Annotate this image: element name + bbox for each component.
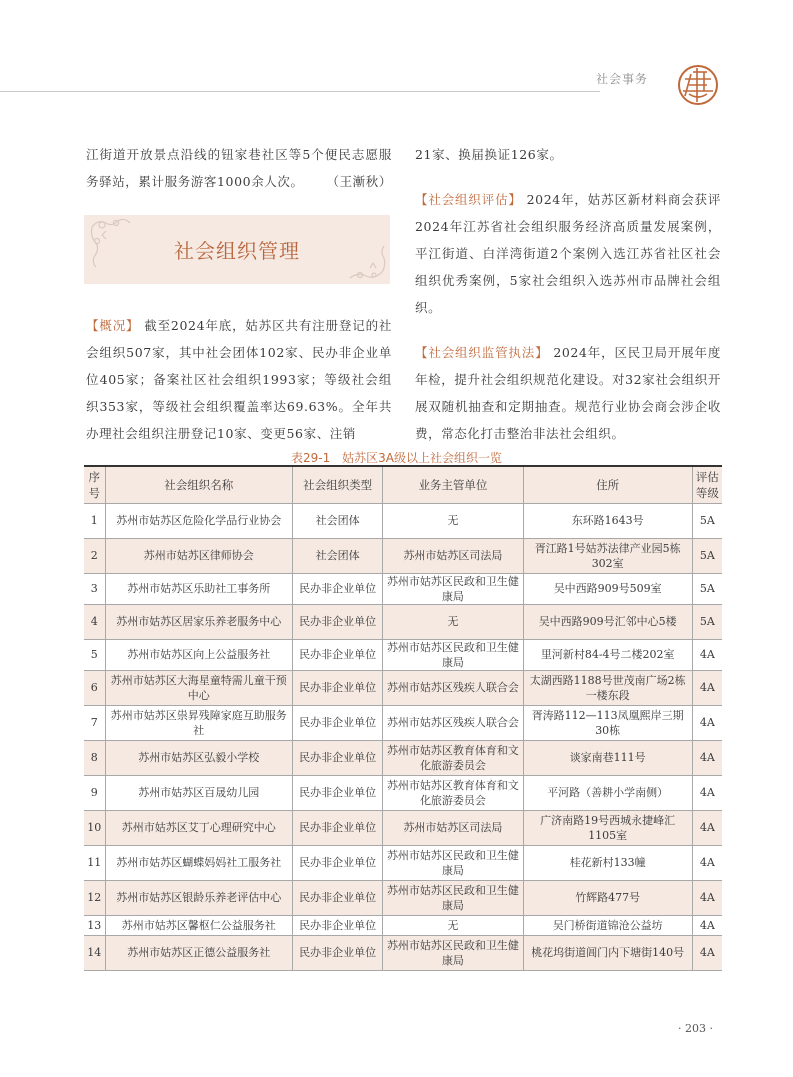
cell-grade: 5A [692, 604, 722, 639]
table-row [84, 915, 722, 935]
table-row [84, 880, 722, 915]
cell-type: 民办非企业单位 [293, 935, 383, 970]
cell-no: 6 [84, 670, 105, 705]
cell-name: 苏州市姑苏区弘毅小学校 [105, 740, 293, 775]
cell-no: 1 [84, 503, 105, 538]
cell-type: 民办非企业单位 [293, 740, 383, 775]
cell-no: 8 [84, 740, 105, 775]
overview-text: 截至2024年底，姑苏区共有注册登记的社会组织507家，其中社会团体102家、民办非企业单位405家；备案社区社会组织1993家；等级社会组织353家，等级社会组织覆盖率达69.63%。全年共办理社会组织注册登记10家、变更56家、注销 [86, 318, 393, 441]
cell-name: 苏州市姑苏区居家乐养老服务中心 [105, 604, 293, 639]
table-row [84, 740, 722, 775]
cell-name: 苏州市姑苏区乐助社工事务所 [105, 573, 293, 604]
cell-supervisor: 苏州市姑苏区司法局 [383, 810, 523, 845]
header-rule [0, 91, 600, 92]
cell-type: 社会团体 [293, 503, 383, 538]
table-row [84, 775, 722, 810]
cell-grade: 4A [692, 810, 722, 845]
table-row [84, 538, 722, 573]
cell-supervisor: 苏州市姑苏区民政和卫生健康局 [383, 573, 523, 604]
cell-address: 吴中西路909号汇邻中心5楼 [523, 604, 692, 639]
cell-no: 14 [84, 935, 105, 970]
cell-supervisor: 无 [383, 604, 523, 639]
cell-address: 里河新村84-4号二楼202室 [523, 639, 692, 670]
right-column [415, 141, 721, 447]
table-row [84, 604, 722, 639]
cell-supervisor: 无 [383, 503, 523, 538]
cell-name: 苏州市姑苏区艾丁心理研究中心 [105, 810, 293, 845]
overview-paragraph [86, 312, 392, 447]
author-credit: （王漸秋） [326, 174, 392, 189]
cell-grade: 4A [692, 740, 722, 775]
cell-no: 12 [84, 880, 105, 915]
cell-no: 9 [84, 775, 105, 810]
supervision-tag: 【社会组织监管执法】 [415, 345, 549, 360]
cell-type: 民办非企业单位 [293, 604, 383, 639]
cell-type: 民办非企业单位 [293, 670, 383, 705]
cell-name: 苏州市姑苏区祟昇残障家庭互助服务社 [105, 705, 293, 740]
header-type: 社会组织类型 [293, 466, 383, 503]
cell-type: 民办非企业单位 [293, 845, 383, 880]
cell-type: 民办非企业单位 [293, 705, 383, 740]
cell-name: 苏州市姑苏区蝴蝶妈妈社工服务社 [105, 845, 293, 880]
running-header-section: 社会事务 [596, 72, 649, 86]
overview-block [86, 312, 392, 447]
cell-grade: 5A [692, 503, 722, 538]
cell-supervisor: 苏州市姑苏区民政和卫生健康局 [383, 845, 523, 880]
table-row [84, 639, 722, 670]
cell-supervisor: 苏州市姑苏区民政和卫生健康局 [383, 880, 523, 915]
cell-type: 民办非企业单位 [293, 915, 383, 935]
cell-name: 苏州市姑苏区百晟幼儿园 [105, 775, 293, 810]
cell-supervisor: 苏州市姑苏区教育体育和文化旅游委员会 [383, 775, 523, 810]
cell-name: 苏州市姑苏区馨枢仁公益服务社 [105, 915, 293, 935]
cell-address: 胥江路1号姑苏法律产业园5栋302室 [523, 538, 692, 573]
table-caption [0, 449, 793, 466]
cell-no: 4 [84, 604, 105, 639]
cell-name: 苏州市姑苏区危险化学品行业协会 [105, 503, 293, 538]
cell-no: 7 [84, 705, 105, 740]
header-supervisor: 业务主管单位 [383, 466, 523, 503]
table-row [84, 670, 722, 705]
cell-name: 苏州市姑苏区银龄乐养老评估中心 [105, 880, 293, 915]
cell-supervisor: 苏州市姑苏区残疾人联合会 [383, 670, 523, 705]
cell-grade: 4A [692, 775, 722, 810]
cell-name: 苏州市姑苏区正德公益服务社 [105, 935, 293, 970]
cell-supervisor: 苏州市姑苏区教育体育和文化旅游委员会 [383, 740, 523, 775]
cell-grade: 4A [692, 670, 722, 705]
cell-type: 民办非企业单位 [293, 573, 383, 604]
overview-tag: 【概况】 [86, 318, 140, 333]
cell-address: 桂花新村133幢 [523, 845, 692, 880]
cell-type: 民办非企业单位 [293, 775, 383, 810]
header-name: 社会组织名称 [105, 466, 293, 503]
cell-address: 吴中西路909号509室 [523, 573, 692, 604]
header-grade: 评估等级 [692, 466, 722, 503]
cell-grade: 4A [692, 935, 722, 970]
cell-grade: 5A [692, 538, 722, 573]
continued-text: 21家、换届换证126家。 [415, 147, 563, 162]
continued-paragraph [415, 141, 721, 168]
cell-grade: 4A [692, 915, 722, 935]
cell-no: 2 [84, 538, 105, 573]
cell-name: 苏州市姑苏区律师协会 [105, 538, 293, 573]
cell-address: 桃花坞街道阊门内下塘街140号 [523, 935, 692, 970]
cell-no: 3 [84, 573, 105, 604]
cell-no: 5 [84, 639, 105, 670]
cell-grade: 5A [692, 573, 722, 604]
cell-supervisor: 无 [383, 915, 523, 935]
cell-type: 民办非企业单位 [293, 810, 383, 845]
cell-name: 苏州市姑苏区大海星童特需儿童干预中心 [105, 670, 293, 705]
table-row [84, 503, 722, 538]
decorative-seal-icon [677, 64, 719, 106]
table-row [84, 573, 722, 604]
cell-address: 平河路（善耕小学南侧） [523, 775, 692, 810]
cell-address: 胥涛路112—113凤凰熙岸三期30栋 [523, 705, 692, 740]
cell-grade: 4A [692, 845, 722, 880]
section-banner [84, 215, 390, 284]
page-number: · 203 · [678, 1022, 713, 1035]
cell-supervisor: 苏州市姑苏区民政和卫生健康局 [383, 639, 523, 670]
continued-paragraph [86, 141, 392, 195]
cell-type: 民办非企业单位 [293, 880, 383, 915]
cell-address: 竹辉路477号 [523, 880, 692, 915]
section-title: 社会组织管理 [174, 239, 300, 263]
cell-supervisor: 苏州市姑苏区残疾人联合会 [383, 705, 523, 740]
cell-address: 广济南路19号西城永捷峰汇1105室 [523, 810, 692, 845]
cell-supervisor: 苏州市姑苏区司法局 [383, 538, 523, 573]
organizations-table [84, 465, 722, 971]
left-column [86, 141, 392, 195]
cell-address: 吴门桥街道锦沧公益坊 [523, 915, 692, 935]
cell-grade: 4A [692, 880, 722, 915]
supervision-paragraph [415, 339, 721, 447]
cell-no: 10 [84, 810, 105, 845]
cell-type: 民办非企业单位 [293, 639, 383, 670]
header-no: 序号 [84, 466, 105, 503]
cell-address: 太湖西路1188号世茂南广场2栋一楼东段 [523, 670, 692, 705]
continued-text: 江街道开放景点沿线的钮家巷社区等5个便民志愿服务驿站，累计服务游客1000余人次。 [86, 147, 392, 189]
cell-address: 东环路1643号 [523, 503, 692, 538]
table-header-row [84, 466, 722, 503]
table-number: 表29-1 [291, 451, 331, 465]
table-row [84, 810, 722, 845]
cell-grade: 4A [692, 639, 722, 670]
cell-no: 13 [84, 915, 105, 935]
supervision-text: 2024年，区民卫局开展年度年检，提升社会组织规范化建设。对32家社会组织开展双随机抽查和定期抽查。规范行业协会商会涉企收费，常态化打击整治非法社会组织。 [415, 345, 721, 441]
table-row [84, 935, 722, 970]
header-address: 住所 [523, 466, 692, 503]
cell-type: 社会团体 [293, 538, 383, 573]
evaluation-tag: 【社会组织评估】 [415, 192, 522, 207]
table-row [84, 845, 722, 880]
cell-address: 谈家南巷111号 [523, 740, 692, 775]
cell-no: 11 [84, 845, 105, 880]
table-row [84, 705, 722, 740]
cell-grade: 4A [692, 705, 722, 740]
cell-name: 苏州市姑苏区向上公益服务社 [105, 639, 293, 670]
table-title: 姑苏区3A级以上社会组织一览 [342, 451, 502, 465]
cell-supervisor: 苏州市姑苏区民政和卫生健康局 [383, 935, 523, 970]
evaluation-text: 2024年，姑苏区新材料商会获评2024年江苏省社会组织服务经济高质量发展案例，平江街道、白洋湾街道2个案例入选江苏省社区社会组织优秀案例，5家社会组织入选苏州市品牌社会组织。 [415, 192, 721, 315]
evaluation-paragraph [415, 186, 721, 321]
